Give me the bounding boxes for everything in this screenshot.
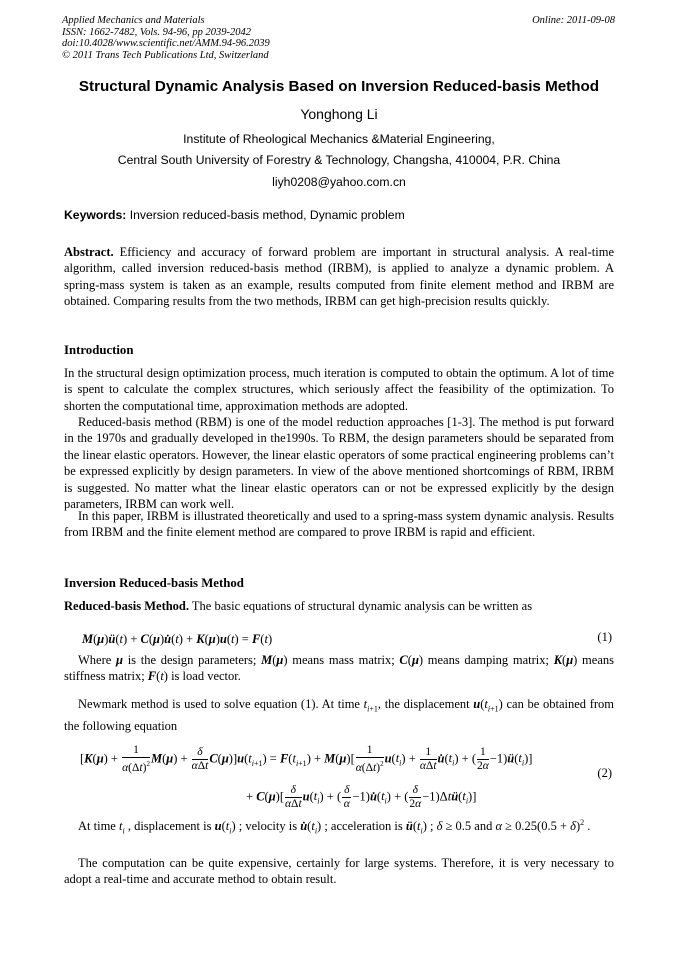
abstract-text: Efficiency and accuracy of forward problem are important in structural analysis. A real-time algorithm, called inversion reduced-basis method (IRBM), is applied to analyze a dynamic problem. A spring-mass system is taken as an example, results computed from finite element method and IRBM are obtained. Comparing results from the two methods, IRBM can get high-precision results quickly. [64, 245, 614, 309]
newmark-text-a: Newmark method is used to solve equation (1). At time [78, 697, 360, 711]
keywords-text: Inversion reduced-basis method, Dynamic problem [129, 208, 405, 222]
intro-paragraph-2: Reduced-basis method (RBM) is one of the model reduction approaches [1-3]. The method is put forward in the 1970s and gradually developed in the1990s. To RBM, the design parameters should be separated from the linear elastic operators. However, the linear elastic operators of some practical engineering problems can’t be expressed explicitly by design parameters. In view of the above mentioned shortcomings of RBM, IRBM is suggested. No matter what the linear elastic operators can or not be expressed explicitly by the design parameters, IRBM can work well. [64, 415, 614, 512]
rbm-paragraph [64, 598, 614, 614]
equation-2-number: (2) [597, 766, 612, 780]
newmark-text-c: can be obtained from the following equation [64, 697, 615, 733]
rbm-label: Reduced-basis Method. [64, 599, 190, 613]
copyright: © 2011 Trans Tech Publications Ltd, Switzerland [62, 49, 269, 61]
journal-header [62, 15, 270, 61]
abstract [64, 244, 614, 310]
issn: ISSN: 1662-7482, Vols. 94-96, pp 2039-2042 [62, 26, 251, 38]
time-step-paragraph: At time $t_i$ , displacement is $u(t_i)$ ; velocity is $u̇(t_i)$ ; acceleration is $ü(t_i)$ ; δ ≥ 0.5 and $\alpha \ge 0.25(0.5 + \delta)^2$ . [78, 818, 591, 836]
email: liyh0208@yahoo.com.cn [272, 175, 406, 189]
keywords-label: Keywords: [64, 208, 127, 222]
irbm-heading: Inversion Reduced-basis Method [64, 576, 244, 590]
intro-paragraph-1: In the structural design optimization process, much iteration is computed to obtain the optimum. A lot of time is spent to calculate the complex structures, which seriously affect the feasibility of the optimization. To shorten the computational time, approximation methods are adopted. [64, 366, 614, 413]
intro-paragraph-3: In this paper, IRBM is illustrated theoretically and used to a spring-mass system dynamic analysis. Results from IRBM and the finite element method are compared to prove IRBM is rapid and efficient. [64, 509, 614, 540]
rbm-text: The basic equations of structural dynamic analysis can be written as [191, 599, 533, 613]
affiliation-line-2: Central South University of Forestry & Technology, Changsha, 410004, P.R. China [117, 153, 561, 167]
newmark-text-b: , the displacement [377, 697, 470, 711]
where-paragraph: Where μ is the design parameters; M(μ) means mass matrix; C(μ) means damping matrix; K(μ) means stiffness matrix; F(t) is load vector. [64, 653, 614, 684]
affiliation-line-1: Institute of Rheological Mechanics &Material Engineering, [183, 132, 495, 146]
journal-name: Applied Mechanics and Materials [62, 15, 205, 26]
author: Yonghong Li [300, 106, 378, 122]
final-paragraph: The computation can be quite expensive, certainly for large systems. Therefore, it is very necessary to adopt a real-time and accurate method to obtain result. [64, 856, 614, 887]
equation-2-line-1: [K(μ) + $\frac{1}{\alpha(\Delta t)^2}$ M(μ) + $\frac{\delta}{\text{αΔt}}$ $C(\mu)]u(t_{i+1}) = F(t_{i+1}) + M(\mu)$[ $\frac{1}{\alpha(\Delta t)^2}$ $u(t_i)$ + $\frac{1}{\text{αΔt}}$ $u̇(t_i)$ + ( $\frac{1}{2\alpha}$ $-1)ü(t_i)$] [80, 744, 533, 774]
intro-heading: Introduction [64, 343, 134, 357]
keywords [64, 208, 405, 222]
equation-2-line-2: + C(μ)[ $\frac{\delta}{\text{αΔt}}$ $u(t_i)$ + ( $\frac{\delta}{\alpha}$ $-1)u̇(t_i)$ + ( $\frac{\delta}{2\alpha}$ $-1)\Delta tü(t_i)$] [246, 784, 477, 810]
equation-1: M(μ)ü(t) + C(μ)u̇(t) + K(μ)u(t) = F(t) [82, 632, 273, 646]
equation-1-number: (1) [597, 630, 612, 644]
newmark-paragraph: Newmark method is used to solve equation (1). At time $t_{i+1}$, the displacement $u(t_{i+1})$ can be obtained from the following equation [64, 697, 615, 733]
doi: doi:10.4028/www.scientific.net/AMM.94-96.2039 [62, 38, 270, 49]
paper-title: Structural Dynamic Analysis Based on Inversion Reduced-basis Method [78, 78, 600, 95]
abstract-label: Abstract. [64, 245, 114, 259]
online-date: Online: 2011-09-08 [532, 15, 615, 26]
